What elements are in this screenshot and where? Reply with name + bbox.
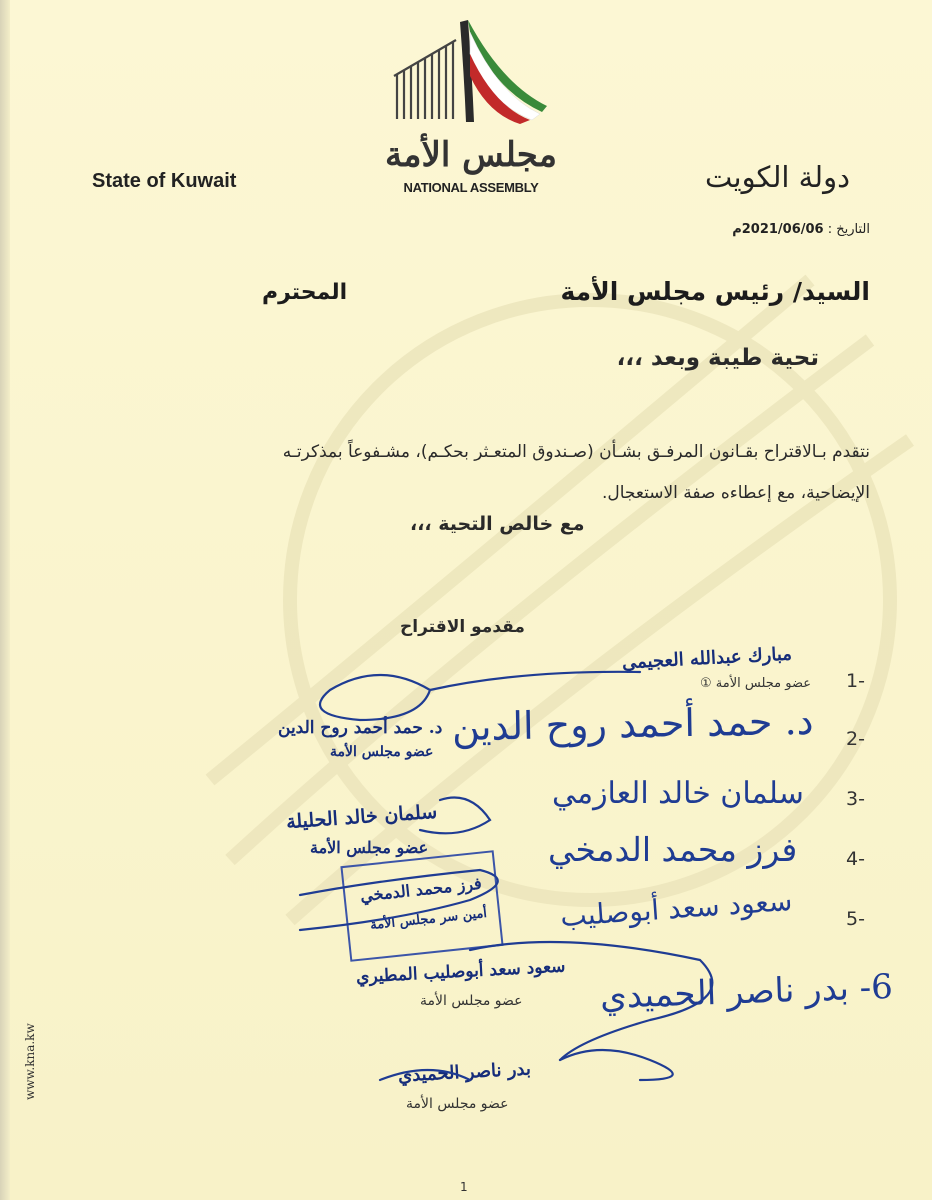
signatory-number-2: 2-	[846, 728, 865, 750]
proposers-heading: مقدمو الاقتراح	[400, 617, 525, 637]
letter-body	[58, 432, 870, 514]
signatory-number-4: 4-	[846, 848, 865, 870]
handwritten-signature-4: فرز محمد الدمخي	[548, 830, 798, 869]
handwritten-signature-5: سعود سعد أبوصليب	[559, 883, 794, 934]
stamp-name-7: بدر ناصر الحميدي	[397, 1058, 532, 1087]
assembly-name-arabic: مجلس الأمة	[385, 135, 557, 175]
signatory-number-5: 5-	[846, 908, 865, 930]
honorific: المحترم	[262, 280, 348, 305]
national-assembly-logo-icon	[382, 14, 552, 126]
state-name-english: State of Kuwait	[92, 170, 237, 192]
handwritten-signature-6: 6- بدر ناصر الحميدي	[599, 966, 894, 1018]
handwritten-signature-3: سلمان خالد العازمي	[552, 776, 804, 811]
stamp-title-7: عضو مجلس الأمة	[406, 1096, 509, 1112]
closing-line: مع خالص التحية ،،،	[410, 513, 585, 535]
website-url[interactable]: www.kna.kw	[23, 1023, 37, 1100]
stamp-title-5: أمين سر مجلس الأمة	[369, 905, 488, 934]
state-name-arabic: دولة الكويت	[705, 160, 850, 194]
stamp-title-6: عضو مجلس الأمة	[420, 993, 523, 1009]
stamp-title-4: عضو مجلس الأمة	[310, 838, 429, 857]
stamp-name-2: د. حمد أحمد روح الدين	[278, 718, 443, 738]
body-line-1: نتقدم بـالاقتراح بقـانون المرفـق بشـأن (صـندوق المتعـثر بحكـم)، مشـفوعاً بمذكرتـه	[282, 442, 870, 462]
stamp-title-1: عضو مجلس الأمة ①	[700, 676, 811, 691]
addressee: السيد/ رئيس مجلس الأمة	[560, 277, 870, 306]
body-line-2: الإيضاحية، مع إعطاءه صفة الاستعجال.	[601, 483, 870, 503]
stamp-name-1: مبارك عبدالله العجيمي	[621, 643, 793, 674]
handwritten-signature-2: د. حمد أحمد روح الدين	[451, 698, 814, 750]
stamp-name-6: سعود سعد أبوصليب المطيري	[355, 956, 566, 988]
date-value: 2021/06/06م	[732, 222, 824, 237]
page-edge	[0, 0, 10, 1200]
assembly-name-english: NATIONAL ASSEMBLY	[403, 180, 539, 195]
signatory-number-3: 3-	[846, 788, 865, 810]
stamp-name-5: فرز محمد الدمخي	[359, 873, 483, 906]
date-label: التاريخ :	[827, 222, 870, 237]
signatory-number-1: 1-	[846, 670, 865, 692]
greeting: تحية طيبة وبعد ،،،	[616, 345, 819, 371]
page-number: 1	[460, 1180, 468, 1194]
letter-date	[732, 222, 870, 237]
stamp-name-4: سلمان خالد الحليلة	[285, 800, 438, 834]
stamp-title-2: عضو مجلس الأمة	[330, 744, 434, 760]
